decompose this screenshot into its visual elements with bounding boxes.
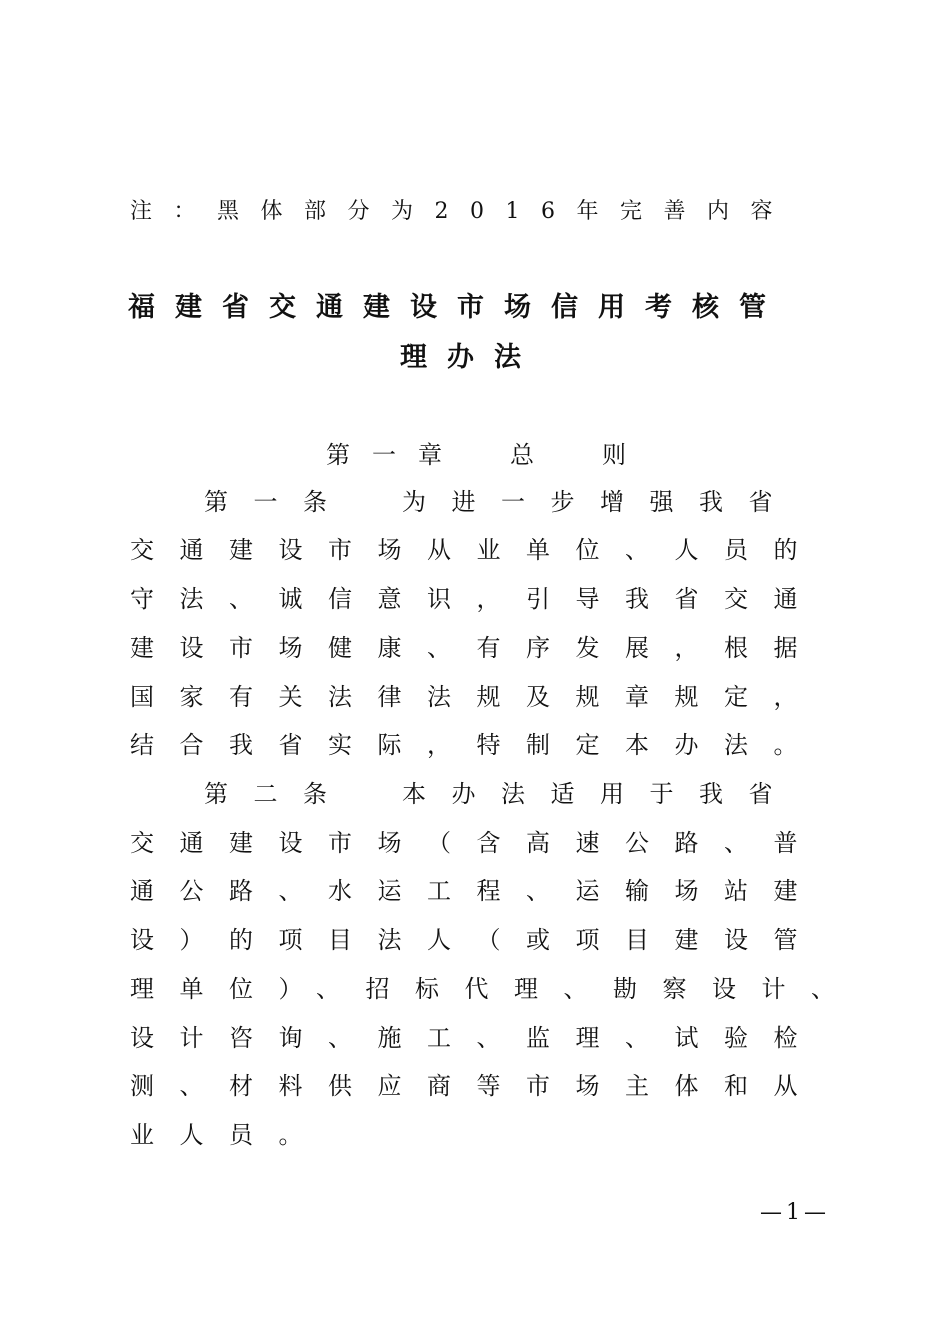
article-1-line: 守法、诚信意识，引导我省交通	[130, 585, 823, 613]
chapter-heading: 第一章 总 则	[326, 441, 648, 469]
article-2-line: 设计咨询、施工、监理、试验检	[130, 1024, 823, 1052]
article-2-line: 第二条 本办法适用于我省	[204, 780, 798, 808]
article-2-line: 测、材料供应商等市场主体和从	[130, 1072, 823, 1100]
article-1-line: 交通建设市场从业单位、人员的	[130, 536, 823, 564]
document-title-line-1: 福建省交通建设市场信用考核管	[128, 292, 786, 323]
document-title-line-2: 理办法	[400, 342, 541, 373]
article-2-line: 业人员。	[130, 1121, 328, 1149]
article-1-line: 国家有关法律法规及规章规定，	[130, 683, 823, 711]
revision-note: 注：黑体部分为2016年完善内容	[130, 199, 794, 224]
article-2-line: 理单位）、招标代理、勘察设计、	[130, 975, 861, 1003]
article-2-line: 设）的项目法人（或项目建设管	[130, 926, 823, 954]
article-1-line: 结合我省实际，特制定本办法。	[130, 731, 823, 759]
page-number: —1—	[760, 1200, 830, 1225]
article-1-line: 建设市场健康、有序发展，根据	[130, 634, 823, 662]
article-2-line: 交通建设市场（含高速公路、普	[130, 829, 823, 857]
article-1-line: 第一条 为进一步增强我省	[204, 488, 798, 516]
article-2-line: 通公路、水运工程、运输场站建	[130, 877, 823, 905]
